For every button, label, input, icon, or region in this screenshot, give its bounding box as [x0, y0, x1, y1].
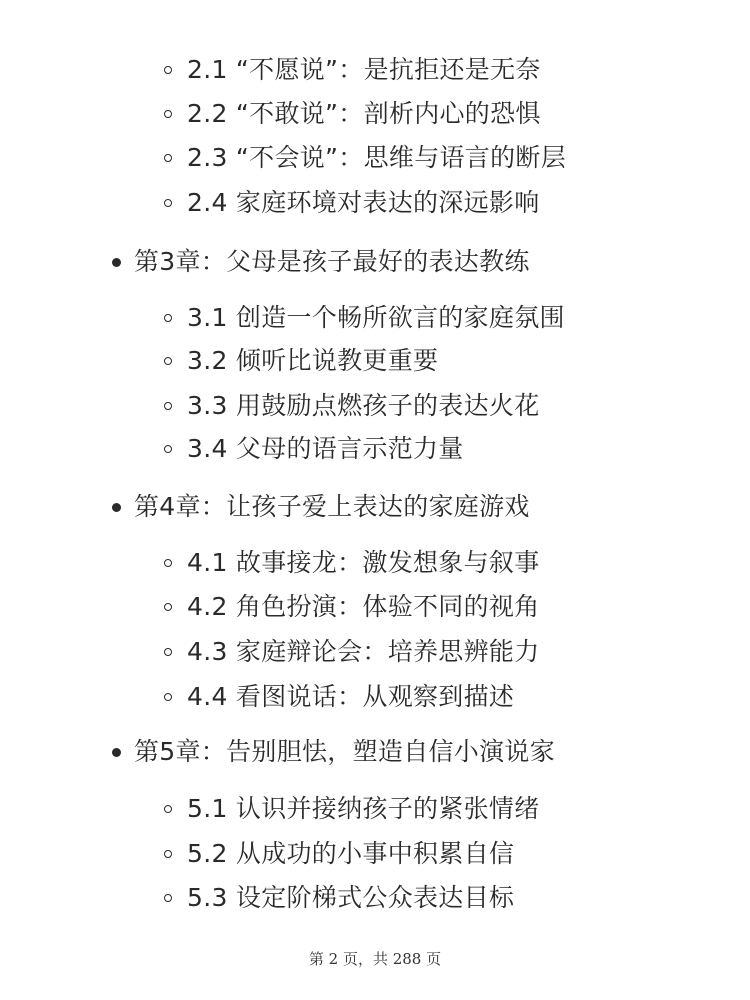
bullet-circle-icon — [164, 445, 172, 453]
section-title: 4.4 看图说话：从观察到描述 — [187, 682, 515, 711]
section-title: 4.2 角色扮演：体验不同的视角 — [187, 592, 540, 621]
section-title: 5.1 认识并接纳孩子的紧张情绪 — [187, 794, 540, 823]
section-title: 2.4 家庭环境对表达的深远影响 — [187, 188, 540, 217]
bullet-circle-icon — [164, 199, 172, 207]
bullet-circle-icon — [164, 850, 172, 858]
section-title: 5.3 设定阶梯式公众表达目标 — [187, 883, 515, 912]
chapter-title: 第5章：告别胆怯，塑造自信小演说家 — [134, 737, 556, 766]
section-title: 4.1 故事接龙：激发想象与叙事 — [187, 548, 540, 577]
section-title: 3.1 创造一个畅所欲言的家庭氛围 — [187, 303, 565, 332]
chapter-title: 第3章：父母是孩子最好的表达教练 — [134, 247, 530, 276]
bullet-circle-icon — [164, 805, 172, 813]
bullet-circle-icon — [164, 154, 172, 162]
section-title: 2.2 “不敢说”：剖析内心的恐惧 — [187, 99, 541, 128]
section-title: 5.2 从成功的小事中积累自信 — [187, 839, 515, 868]
page-footer: 第 2 页，共 288 页 — [308, 950, 442, 968]
bullet-circle-icon — [164, 357, 172, 365]
section-title: 3.4 父母的语言示范力量 — [187, 434, 464, 463]
bullet-circle-icon — [164, 648, 172, 656]
bullet-circle-icon — [164, 110, 172, 118]
bullet-circle-icon — [164, 603, 172, 611]
section-title: 4.3 家庭辩论会：培养思辨能力 — [187, 637, 540, 666]
bullet-circle-icon — [164, 66, 172, 74]
section-title: 2.3 “不会说”：思维与语言的断层 — [187, 143, 567, 172]
section-title: 3.2 倾听比说教更重要 — [187, 346, 439, 375]
section-title: 2.1 “不愿说”：是抗拒还是无奈 — [187, 55, 541, 84]
bullet-circle-icon — [164, 894, 172, 902]
bullet-circle-icon — [164, 314, 172, 322]
bullet-disc-icon — [112, 748, 121, 757]
section-title: 3.3 用鼓励点燃孩子的表达火花 — [187, 391, 540, 420]
bullet-circle-icon — [164, 559, 172, 567]
bullet-circle-icon — [164, 693, 172, 701]
bullet-disc-icon — [112, 258, 121, 267]
bullet-disc-icon — [112, 503, 121, 512]
bullet-circle-icon — [164, 402, 172, 410]
chapter-title: 第4章：让孩子爱上表达的家庭游戏 — [134, 492, 530, 521]
